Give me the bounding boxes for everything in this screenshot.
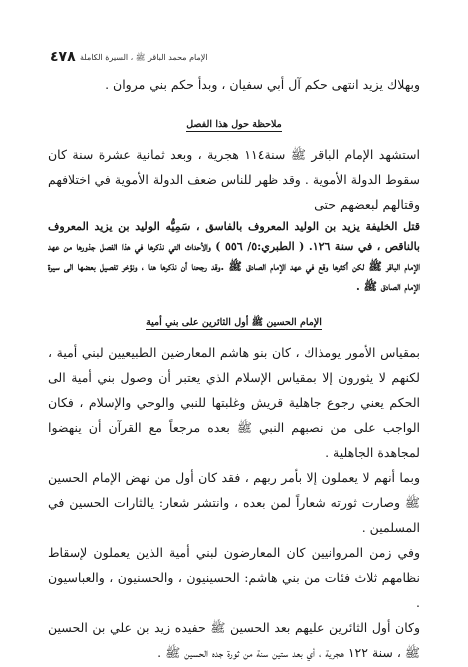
paragraph-banu-hashim: بمقياس الأمور يومذاك ، كان بنو هاشم المعارضين الطبيعيين لبني أمية ، لكنهم لا يثورون إلا بمقياس الإسلام الذي يعتبر أن وصول بني أمية الى الحكم يعني رجوع جاهلية قريش وغلبتها للنبي والوحي والإسلام ، فكان الواجب على من نصبهم النبي ﷺ بعده مرجعاً مع القرآن أن ينهضوا لمجاهدة الجاهلية . [48, 345, 420, 460]
section-heading-note [48, 116, 420, 134]
paragraph-zayd: وكان أول الثائرين عليهم بعد الحسين ﷺ حفيده زيد بن علي بن الحسين ﷺ ، سنة ١٢٢ هجرية ، أي بعد ستين سنة من ثورة جده الحسين ﷺ . [48, 620, 420, 660]
section-heading-husayn-text: الإمام الحسين ﷺ أول الثائرين على بني أمية [146, 317, 322, 328]
section-heading-note-text: ملاحظة حول هذا الفصل [186, 119, 282, 130]
paragraph-marwanids: وفي زمن المروانيين كان المعارضون لبني أمية الذين يعملون لإسقاط نظامهم ثلاث فئات من بني هاشم: الحسينيون ، والحسنيون ، والعباسيون . [48, 545, 420, 610]
intro-paragraph: وبهلاك يزيد انتهى حكم آل أبي سفيان ، وبدأ حكم بني مروان . [105, 77, 420, 92]
page-body [48, 72, 420, 665]
section-heading-husayn [48, 314, 420, 332]
paragraph-caliph-killed: قتل الخليفة يزيد بن الوليد المعروف بالفاسق ، سَمِيُّه الوليد بن يزيد المعروف بالناقص ، في سنة ١٢٦. ( الطبري:٥/ ٥٥٦ ) والأحداث التي نذكرها في هذا الفصل جذورها من عهد الإمام الباقر ﷺ لكن أكثرها وقع في عهد الإمام الصادق ﷺ .وقد رجحنا أن نذكرها هنا ، ونؤخر تفصيل بعضها الى سيرة الإمام الصادق ﷺ . [48, 220, 420, 293]
paragraph-husayn-revolt: وبما أنهم لا يعملون إلا بأمر ربهم ، فقد كان أول من نهض الإمام الحسين ﷺ وصارت ثورته شعاراً لمن بعده ، وانتشر شعار: يالثارات الحسين في المسلمين . [48, 470, 420, 535]
page-header [0, 49, 468, 69]
running-title: الإمام محمد الباقر ﷺ ، السيرة الكاملة [80, 53, 208, 62]
paragraph-martyrdom: استشهد الإمام الباقر ﷺ سنة١١٤ هجرية ، وبعد ثمانية عشرة سنة كان سقوط الدولة الأموية . وقد ظهر للناس ضعف الدولة الأموية في اختلافهم وقتالهم لبعضهم حتى [48, 147, 420, 212]
page-number: ٤٧٨ [50, 49, 76, 65]
